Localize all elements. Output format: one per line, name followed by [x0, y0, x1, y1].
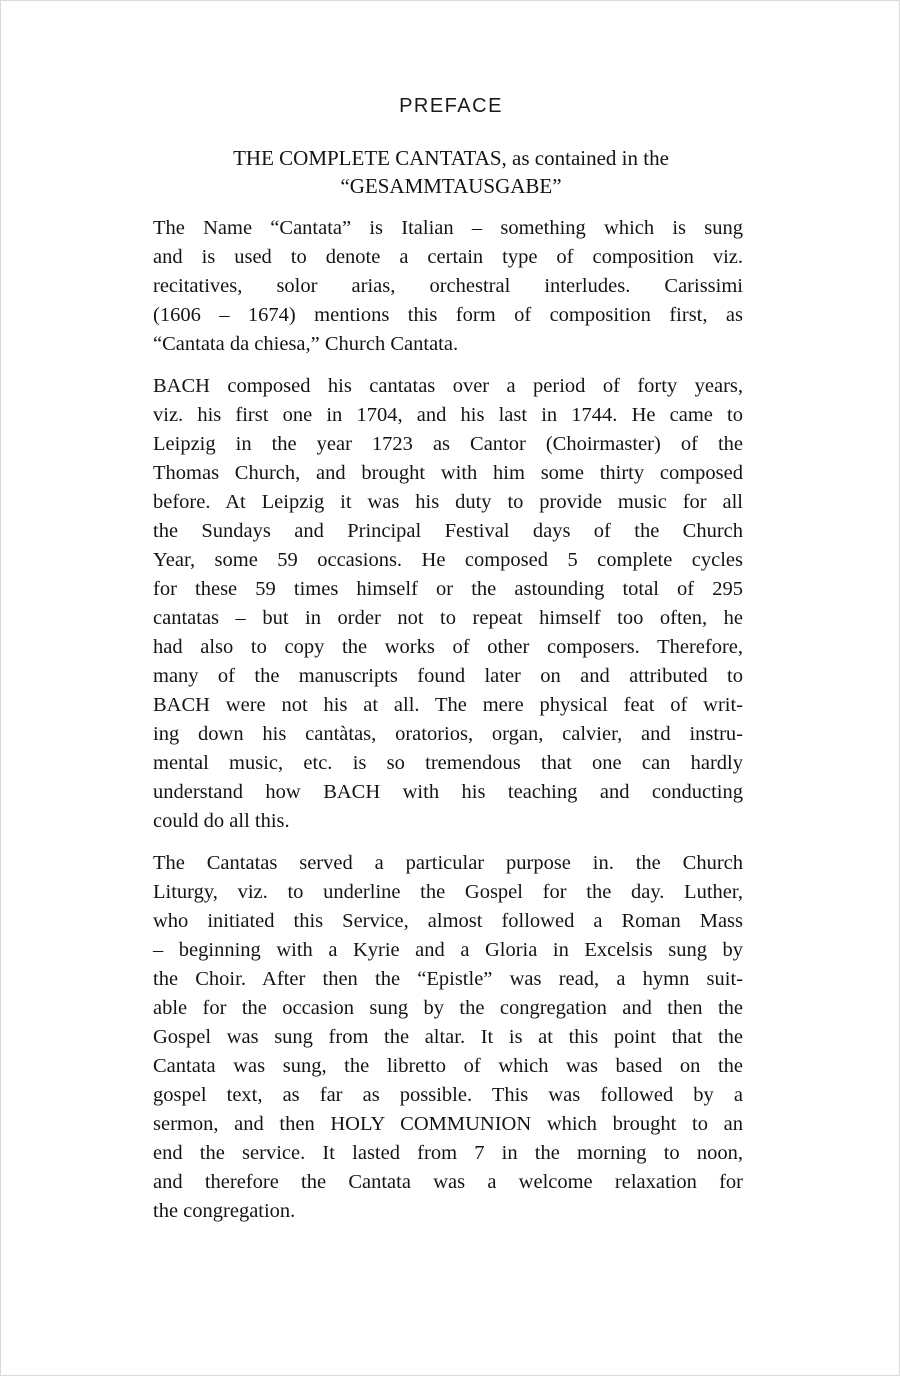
text-line: Year, some 59 occasions. He composed 5 complete cycles	[153, 549, 743, 571]
text-line: the Sundays and Principal Festival days of the Church	[153, 520, 743, 542]
text-line: “Cantata da chiesa,” Church Cantata.	[153, 333, 459, 355]
text-line: The Cantatas served a particular purpose in. the Church	[153, 852, 743, 874]
text-line: end the service. It lasted from 7 in the morning to noon,	[153, 1142, 743, 1164]
text-line: recitatives, solor arias, orchestral interludes. Carissimi	[153, 275, 743, 297]
text-line: understand how BACH with his teaching and conducting	[153, 781, 743, 803]
subtitle-line: THE COMPLETE CANTATAS, as contained in the	[233, 146, 669, 170]
text-line: could do all this.	[153, 810, 290, 832]
text-line: for these 59 times himself or the astounding total of 295	[153, 578, 743, 600]
text-line: ing down his cantàtas, oratorios, organ, calvier, and instru-	[153, 723, 743, 745]
body-text	[153, 214, 743, 1239]
text-line: the congregation.	[153, 1200, 296, 1222]
subtitle-line: “GESAMMTAUSGABE”	[340, 174, 562, 198]
paragraph-bach-composed	[153, 372, 743, 836]
text-line: gospel text, as far as possible. This was followed by a	[153, 1084, 743, 1106]
text-line: (1606 – 1674) mentions this form of composition first, as	[153, 304, 743, 326]
text-line: viz. his first one in 1704, and his last in 1744. He came to	[153, 404, 743, 426]
text-line: mental music, etc. is so tremendous that one can hardly	[153, 752, 743, 774]
text-line: cantatas – but in order not to repeat himself too often, he	[153, 607, 743, 629]
text-line: had also to copy the works of other composers. Therefore,	[153, 636, 743, 658]
text-line: sermon, and then HOLY COMMUNION which brought to an	[153, 1113, 743, 1135]
text-line: and is used to denote a certain type of composition viz.	[153, 246, 743, 268]
text-line: Gospel was sung from the altar. It is at this point that the	[153, 1026, 743, 1048]
text-line: many of the manuscripts found later on and attributed to	[153, 665, 743, 687]
text-line: Leipzig in the year 1723 as Cantor (Choirmaster) of the	[153, 433, 743, 455]
text-line: The Name “Cantata” is Italian – something which is sung	[153, 217, 743, 239]
subtitle	[151, 144, 751, 200]
text-line: – beginning with a Kyrie and a Gloria in Excelsis sung by	[153, 939, 743, 961]
text-line: who initiated this Service, almost followed a Roman Mass	[153, 910, 743, 932]
text-line: BACH composed his cantatas over a period of forty years,	[153, 375, 743, 397]
paragraph-liturgy	[153, 849, 743, 1226]
paragraph-name-cantata	[153, 214, 743, 359]
text-line: Cantata was sung, the libretto of which was based on the	[153, 1055, 743, 1077]
text-line: the Choir. After then the “Epistle” was read, a hymn suit-	[153, 968, 743, 990]
text-line: Thomas Church, and brought with him some thirty composed	[153, 462, 743, 484]
text-line: Liturgy, viz. to underline the Gospel for the day. Luther,	[153, 881, 743, 903]
text-line: and therefore the Cantata was a welcome relaxation for	[153, 1171, 743, 1193]
page-heading: PREFACE	[399, 95, 503, 117]
text-line: before. At Leipzig it was his duty to provide music for all	[153, 491, 743, 513]
text-line: able for the occasion sung by the congregation and then the	[153, 997, 743, 1019]
text-line: BACH were not his at all. The mere physical feat of writ-	[153, 694, 743, 716]
